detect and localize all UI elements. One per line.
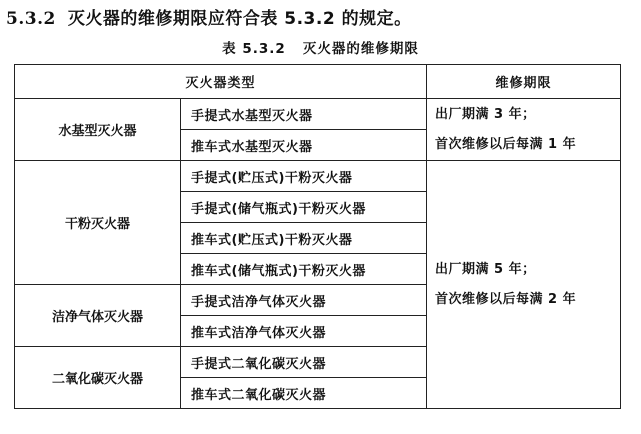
- subtype-cell: 手提式(贮压式)干粉灭火器: [181, 161, 427, 192]
- header-period: 维修期限: [427, 65, 621, 99]
- category-cell: 干粉灭火器: [15, 161, 181, 285]
- period-line: 出厂期满 5 年；: [435, 261, 536, 277]
- category-cell: 二氧化碳灭火器: [15, 347, 181, 409]
- table-caption-title: 灭火器的维修期限: [302, 41, 419, 57]
- header-type: 灭火器类型: [15, 65, 427, 99]
- category-cell: 洁净气体灭火器: [15, 285, 181, 347]
- maintenance-period-table: [14, 64, 621, 409]
- table-row: [15, 161, 621, 192]
- subtype-cell: 手提式洁净气体灭火器: [181, 285, 427, 316]
- clause-number: 5.3.2: [6, 9, 56, 29]
- subtype-cell: 手提式水基型灭火器: [181, 99, 427, 130]
- table-header-row: [15, 65, 621, 99]
- clause-heading: [6, 4, 412, 29]
- period-line: 出厂期满 3 年；: [435, 106, 536, 122]
- subtype-cell: 推车式(贮压式)干粉灭火器: [181, 223, 427, 254]
- subtype-cell: 推车式洁净气体灭火器: [181, 316, 427, 347]
- period-cell: [427, 99, 621, 161]
- clause-text: 灭火器的维修期限应符合表 5.3.2 的规定。: [67, 9, 412, 29]
- table-caption: [0, 37, 641, 57]
- subtype-cell: 推车式(储气瓶式)干粉灭火器: [181, 254, 427, 285]
- period-line: 首次维修以后每满 1 年: [435, 136, 577, 152]
- subtype-cell: 推车式水基型灭火器: [181, 130, 427, 161]
- subtype-cell: 推车式二氧化碳灭火器: [181, 378, 427, 409]
- period-line: 首次维修以后每满 2 年: [435, 291, 577, 307]
- subtype-cell: 手提式(储气瓶式)干粉灭火器: [181, 192, 427, 223]
- subtype-cell: 手提式二氧化碳灭火器: [181, 347, 427, 378]
- table-row: [15, 99, 621, 130]
- period-cell: [427, 161, 621, 409]
- table-caption-label: 表 5.3.2: [222, 41, 286, 57]
- category-cell: 水基型灭火器: [15, 99, 181, 161]
